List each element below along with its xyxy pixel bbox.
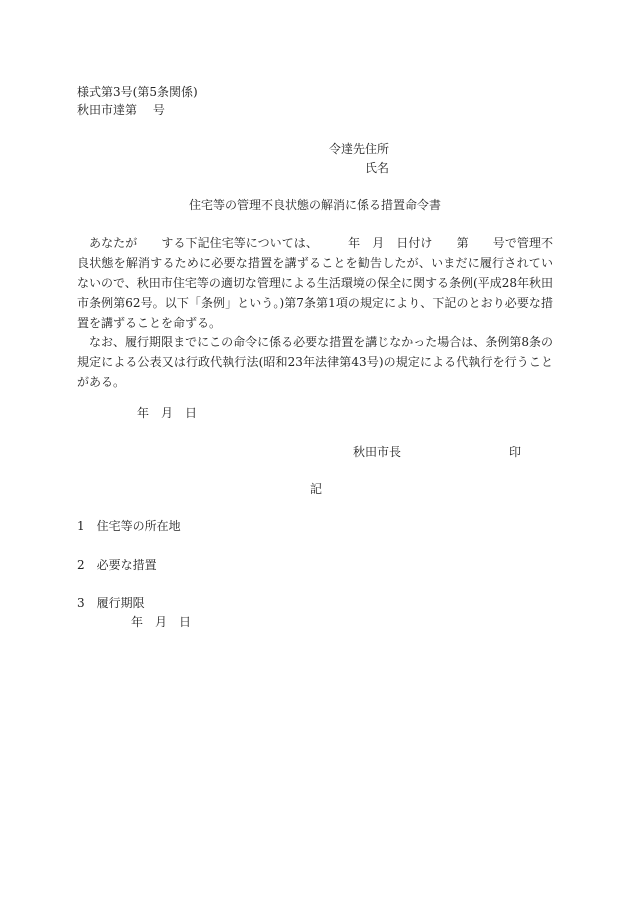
- form-number: 様式第3号(第5条関係): [77, 85, 198, 99]
- body-paragraph-1: あなたが する下記住宅等については、 年 月 日付け 第 号で管理不良状態を解消するために必要な措置を講ずることを勧告したが、いまだに履行されていないので、秋田市住宅等の適切な管理による生活環境の保全に関する条例(平成28年秋田市条例第62号。以下「条例」という。)第7条第1項の規定により、下記のとおり必要な措置を講ずることを命ずる。: [77, 236, 553, 330]
- recipient-name-label: 氏名: [365, 161, 390, 175]
- deadline-date: 年 月 日: [131, 615, 192, 629]
- notice-number: 秋田市達第 号: [77, 103, 165, 117]
- issuer-seal-mark: 印: [509, 445, 522, 459]
- item-required-measures: 2 必要な措置: [77, 558, 157, 572]
- item-location: 1 住宅等の所在地: [77, 519, 181, 533]
- body-paragraph-2: なお、履行期限までにこの命令に係る必要な措置を講じなかった場合は、条例第8条の規定による公表又は行政代執行法(昭和23年法律第43号)の規定による代執行を行うことがある。: [77, 335, 553, 389]
- item-deadline: 3 履行期限: [77, 596, 145, 610]
- issue-date: 年 月 日: [137, 406, 198, 420]
- ki-heading: 記: [310, 482, 323, 496]
- issuer-title: 秋田市長: [353, 445, 402, 459]
- recipient-address-label: 令達先住所: [329, 142, 390, 156]
- document-title: 住宅等の管理不良状態の解消に係る措置命令書: [189, 198, 442, 212]
